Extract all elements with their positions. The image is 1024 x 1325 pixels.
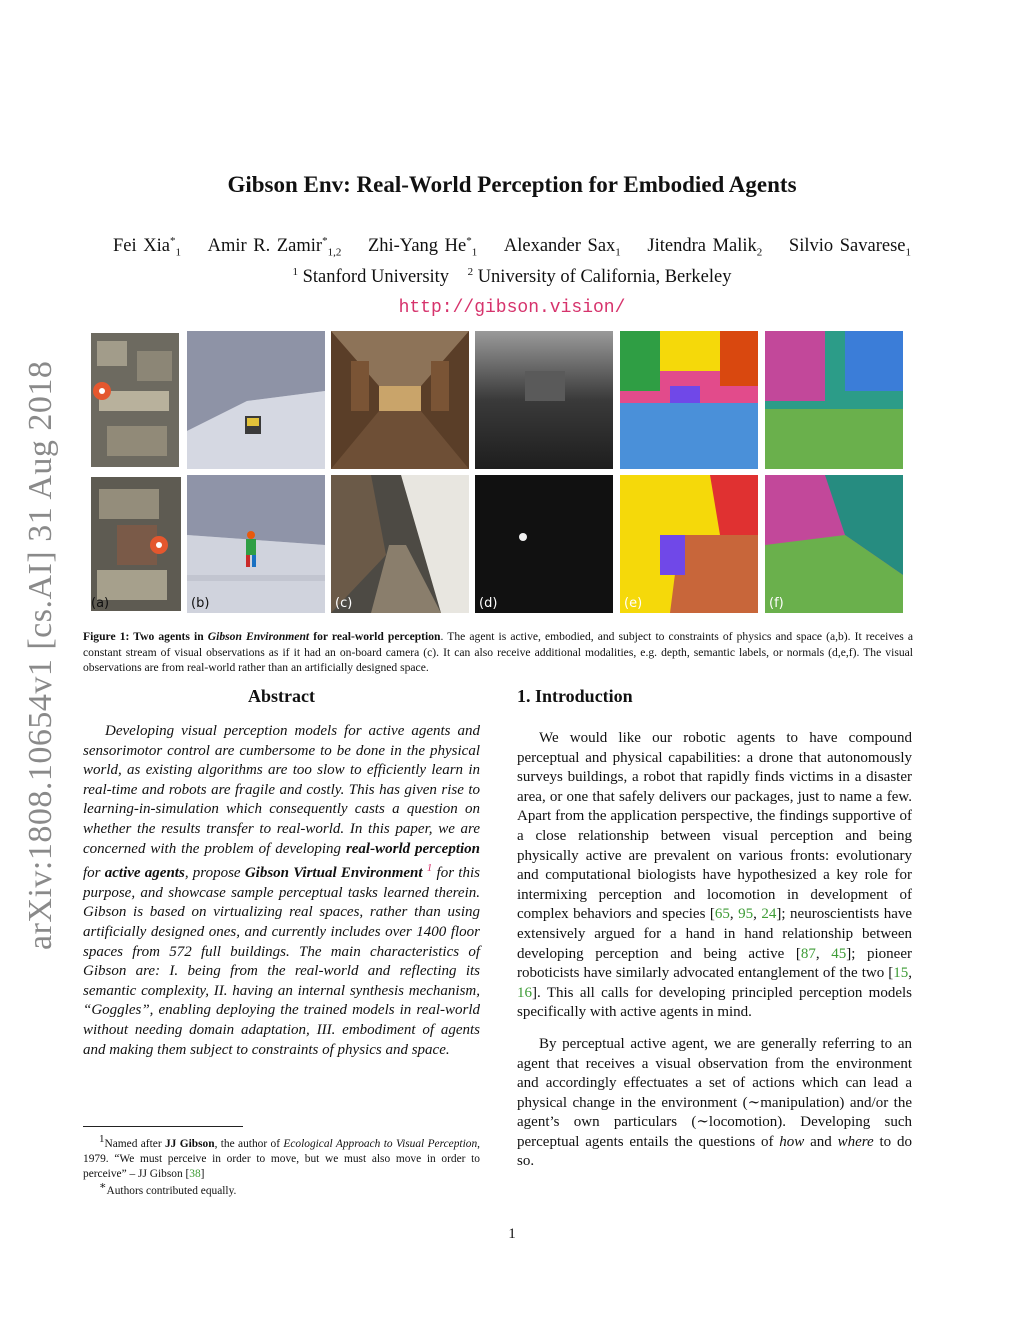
citation-link[interactable]: 95 bbox=[738, 906, 754, 923]
abstract-heading: Abstract bbox=[248, 686, 315, 706]
figure-panel-d-top bbox=[475, 331, 613, 469]
footnote-rule bbox=[83, 1126, 243, 1127]
footnote-ref[interactable]: 1 bbox=[426, 862, 433, 875]
author: Fei Xia*$_1$ bbox=[113, 235, 181, 259]
author: Alexander Sax$_1$ bbox=[503, 236, 621, 259]
arxiv-stamp: arXiv:1808.10654v1 [cs.AI] 31 Aug 2018 bbox=[22, 360, 59, 950]
author: Jitendra Malik$_2$ bbox=[647, 236, 763, 259]
panel-label: (a) bbox=[91, 596, 110, 611]
author-list bbox=[0, 235, 1024, 259]
citation-link[interactable]: 45 bbox=[831, 945, 847, 962]
figure-panel-b bbox=[187, 475, 325, 613]
figure-panel-c-top bbox=[331, 331, 469, 469]
paragraph: We would like our robotic agents to have compound perceptual and physical capabilities: a drone that autonomously surveys buildings, a robot that rapidly finds victims in a disaster area, or one that safely delivers our packages, just to name a few. Apart from the application perspective, the findings supportive of a close relationship between visual perception and being physically active are prevalent on various fronts: evolutionary and computational biologists have hypothesized a key role for intermixing perception and locomotion in development of complex behaviors and species [65, 95, 24]; neuroscientists have extensively argued for a hand in hand relationship between developing perception and being active [87, 45]; pioneer roboticists have similarly advocated entanglement of the two [15, 16]. This all calls for developing principled perception models specifically with active agents in mind. bbox=[517, 730, 913, 1021]
panel-label: (b) bbox=[191, 596, 210, 611]
paragraph: By perceptual active agent, we are generally referring to an agent that receives a visual observation from the environment and accordingly effectuates a set of actions which can lead a physical change in the environment (∼manipulation) and/or the agent’s own particulars (∼locomotion). Developing such perceptual agents entails the questions of how and where to do so. bbox=[517, 1035, 912, 1170]
paper-title: Gibson Env: Real-World Perception for Embodied Agents bbox=[227, 172, 797, 197]
figure-panel-f bbox=[765, 475, 903, 613]
page-number: 1 bbox=[508, 1226, 516, 1242]
author: Zhi-Yang $He^*_1$ bbox=[367, 235, 478, 259]
citation-link[interactable]: 16 bbox=[517, 984, 532, 1001]
citation-link[interactable]: 87 bbox=[800, 945, 816, 962]
panel-label: (c) bbox=[335, 596, 353, 611]
figure-panel-e-top bbox=[620, 331, 758, 469]
introduction-body bbox=[517, 729, 912, 1172]
panel-label: (e) bbox=[624, 596, 643, 611]
citation-link[interactable]: 65 bbox=[714, 906, 730, 923]
figure-panel-d bbox=[475, 475, 613, 613]
citation-link[interactable]: 15 bbox=[893, 965, 909, 982]
footnote-2: ∗Authors contributed equally. bbox=[99, 1180, 237, 1197]
citation-link[interactable]: 38 bbox=[189, 1167, 201, 1180]
affiliations: $^1$ Stanford University $^2$ University of California, Berkeley bbox=[292, 266, 732, 288]
abstract-body: Developing visual perception models for active agents and sensorimotor control are cumbersome to be done in the physical world, as existing algorithms are too slow to efficiently learn in real-time and robots are fragile and costly. This has given rise to learning-in-simulation which consequently casts a question on whether the results transfer to real-world. In this paper, we are concerned with the problem of developing real-world perception for active agents, propose Gibson Virtual Environment $^1$ for this purpose, and showcase sample perceptual tasks learned therein. Gibson is based on virtualizing real spaces, rather than using artificially designed ones, and currently includes over 1400 floor spaces from 572 full buildings. The main characteristics of Gibson are: I. being from the real-world and reflecting its semantic complexity, II. having an internal synthesis mechanism, “Goggles”, enabling deploying the trained models in real-world without needing domain adaptation, III. embodiment of agents and making them subject to constraints of physics and space. bbox=[83, 723, 480, 1058]
figure-panel-c bbox=[331, 475, 469, 613]
panel-label: (f) bbox=[769, 596, 784, 611]
project-url[interactable]: http://gibson.vision/ bbox=[398, 298, 626, 318]
figure-panel-b-top bbox=[187, 331, 325, 469]
author: Amir R. Zamir*$_{1,2}$ bbox=[207, 235, 342, 259]
figure-panel-e bbox=[620, 475, 758, 613]
author: Silvio Savarese$_1$ bbox=[788, 236, 911, 259]
introduction-heading: 1. Introduction bbox=[517, 686, 633, 706]
panel-label: (d) bbox=[479, 596, 498, 611]
figure-panel-f-top bbox=[765, 331, 903, 469]
figure-caption: Figure 1: Two agents in Gibson Environment for real-world perception. The agent is active, embodied, and subject to constraints of physics and space (a,b). It receives a constant stream of visual observations as if it had an on-board camera (c). It can also receive additional modalities, e.g. depth, semantic labels, or normals (d,e,f). The visual observations are from real-world rather than an artificially designed space. bbox=[83, 630, 913, 674]
footnote-1: $^1$Named after JJ Gibson, the author of Ecological Approach to Visual Perception, 1979. “We must perceive in order to move, but we must also move in order to perceive” – JJ Gibson [38] bbox=[83, 1133, 480, 1180]
citation-link[interactable]: 24 bbox=[761, 906, 777, 923]
